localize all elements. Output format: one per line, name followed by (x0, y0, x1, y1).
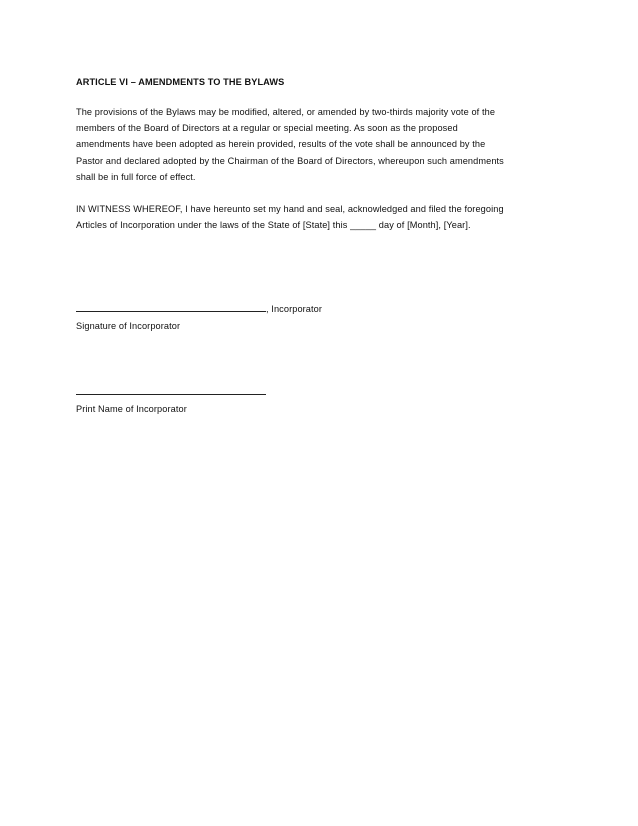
article-heading: ARTICLE VI – AMENDMENTS TO THE BYLAWS (76, 77, 285, 87)
signature-block (76, 300, 476, 334)
document-body (76, 76, 566, 233)
print-name-line[interactable] (76, 383, 266, 395)
paragraph-line: amendments have been adopted as herein provided, results of the vote shall be announced by the (76, 139, 486, 150)
paragraph-line: Articles of Incorporation under the laws of the State of [State] this _____ day of [Month], [Year]. (76, 220, 471, 231)
witness-paragraph (76, 201, 566, 233)
incorporator-suffix: , Incorporator (266, 304, 323, 314)
paragraph-line: members of the Board of Directors at a regular or special meeting. As soon as the proposed (76, 123, 458, 134)
signature-caption: Signature of Incorporator (76, 321, 181, 331)
print-name-block (76, 383, 476, 417)
paragraph-line: IN WITNESS WHEREOF, I have hereunto set my hand and seal, acknowledged and filed the foregoing (76, 204, 504, 215)
signature-line-row (76, 300, 476, 316)
amendments-paragraph (76, 104, 566, 185)
paragraph-line: Pastor and declared adopted by the Chairman of the Board of Directors, whereupon such amendments (76, 155, 504, 166)
print-name-caption: Print Name of Incorporator (76, 404, 187, 414)
signature-line[interactable] (76, 300, 266, 312)
print-name-line-row (76, 383, 476, 399)
paragraph-line: The provisions of the Bylaws may be modified, altered, or amended by two-thirds majority vote of the (76, 107, 496, 117)
paragraph-line: shall be in full force of effect. (76, 171, 196, 182)
